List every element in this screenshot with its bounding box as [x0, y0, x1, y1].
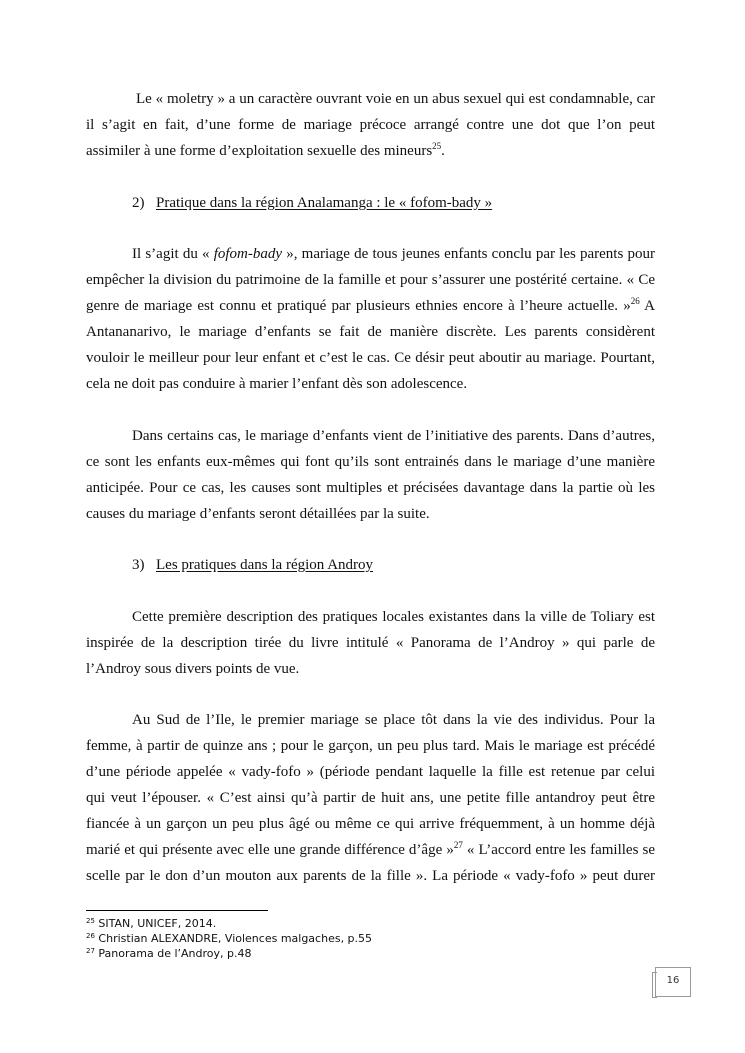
- paragraph-1-line-3-text: assimiler à une forme d’exploitation sexuelle des mineurs: [86, 143, 433, 159]
- paragraph-5-line-6-pre: marié et qui présente avec elle une grande différence d’âge »: [86, 842, 454, 858]
- paragraph-3-line-1: Dans certains cas, le mariage d’enfants vient de l’initiative des parents. Dans d’autres,: [132, 428, 655, 444]
- paragraph-5-line-7: scelle par le don d’un mouton aux parents de la fille ». La période « vady-fofo » peut durer: [86, 868, 655, 884]
- section-heading-2-number: 2): [132, 195, 145, 211]
- paragraph-2-line-6: cela ne doit pas conduire à marier l’enfant dès son adolescence.: [86, 376, 468, 392]
- paragraph-5-line-5: fiancée à un garçon un peu plus âgé ou même ce qui arrive fréquemment, à un homme déjà: [86, 816, 655, 832]
- paragraph-2-line-1: [132, 245, 655, 263]
- paragraph-1-line-1: Le « moletry » a un caractère ouvrant voie en un abus sexuel qui est condamnable, car: [136, 91, 655, 107]
- paragraph-2-line-3: [86, 297, 655, 315]
- section-heading-2-title: Pratique dans la région Analamanga : le « fofom-bady »: [156, 195, 493, 211]
- footnote-27-number: 27: [86, 947, 95, 955]
- footnote-27-text: Panorama de l’Androy, p.48: [94, 947, 252, 960]
- footnote-ref-25[interactable]: 25: [432, 141, 442, 151]
- paragraph-2-line-2: empêcher la division du patrimoine de la famille et pour s’assurer une postérité certaine. « Ce: [86, 272, 655, 288]
- paragraph-1-line-2: il s’agit en fait, d’une forme de mariage précoce arrangé contre une dot que l’on peut: [86, 117, 655, 133]
- paragraph-3-line-3: anticipée. Pour ce cas, les causes sont multiples et précisées davantage dans la partie où les: [86, 480, 655, 496]
- paragraph-5-line-2: femme, à partir de quinze ans ; pour le garçon, un peu plus tard. Mais le mariage est précédé: [86, 738, 655, 754]
- footnote-25-number: 25: [86, 917, 95, 925]
- paragraph-5-line-1: Au Sud de l’Ile, le premier mariage se place tôt dans la vie des individus. Pour la: [132, 712, 655, 728]
- paragraph-4-line-1: Cette première description des pratiques locales existantes dans la ville de Toliary est: [132, 609, 655, 625]
- section-heading-3: [132, 556, 373, 574]
- section-heading-3-number: 3): [132, 557, 145, 573]
- paragraph-1-line-3-end: .: [441, 143, 445, 159]
- footnote-ref-27[interactable]: 27: [453, 840, 463, 850]
- page-number: 16: [666, 975, 680, 986]
- paragraph-5-line-4: qui veut l’épouser. « C’est ainsi qu’à partir de huit ans, une petite fille antandroy peut être: [86, 790, 655, 806]
- paragraph-4-line-3: l’Androy sous divers points de vue.: [86, 661, 300, 677]
- section-heading-3-title: Les pratiques dans la région Androy: [156, 557, 374, 573]
- paragraph-4-line-2: inspirée de la description tirée du livre intitulé « Panorama de l’Androy » qui parle de: [86, 635, 655, 651]
- paragraph-2-line-3-end: A: [639, 298, 655, 314]
- paragraph-2-line-4: Antananarivo, le mariage d’enfants se fait de manière discrète. Les parents considèrent: [86, 324, 655, 340]
- footnote-27: [86, 947, 251, 960]
- paragraph-1-line-3: [86, 142, 655, 160]
- footnote-26-number: 26: [86, 932, 95, 940]
- paragraph-5-line-6: [86, 841, 655, 859]
- footnote-ref-26[interactable]: 26: [630, 296, 640, 306]
- paragraph-2-line-1-emphasis: fofom-bady: [213, 246, 283, 262]
- paragraph-2-line-5: vouloir le meilleur pour leur enfant et c’est le cas. Ce désir peut aboutir au mariage. Pourtant,: [86, 350, 655, 366]
- paragraph-2-line-1-post: », mariage de tous jeunes enfants conclu par les parents pour: [282, 246, 655, 262]
- paragraph-5-line-3: d’une période appelée « vady-fofo » (période pendant laquelle la fille est retenue par celui: [86, 764, 655, 780]
- footnote-25: [86, 917, 216, 930]
- footnote-26-text: Christian ALEXANDRE, Violences malgaches, p.55: [94, 932, 373, 945]
- page-number-box: [655, 967, 691, 997]
- paragraph-5-line-6-post: « L’accord entre les familles se: [462, 842, 656, 858]
- section-heading-2: [132, 194, 492, 212]
- paragraph-3-line-4: causes du mariage d’enfants seront détaillées par la suite.: [86, 506, 430, 522]
- footnote-separator: [86, 910, 268, 911]
- footnote-26: [86, 932, 372, 945]
- paragraph-3-line-2: ce sont les enfants eux-mêmes qui font qu’ils sont entrainés dans le mariage d’une manière: [86, 454, 655, 470]
- paragraph-2-line-3-text: genre de mariage est connu et pratiqué par plusieurs ethnies encore à l’heure actuelle. »: [86, 298, 631, 314]
- paragraph-2-line-1-pre: Il s’agit du «: [132, 246, 214, 262]
- footnote-25-text: SITAN, UNICEF, 2014.: [94, 917, 217, 930]
